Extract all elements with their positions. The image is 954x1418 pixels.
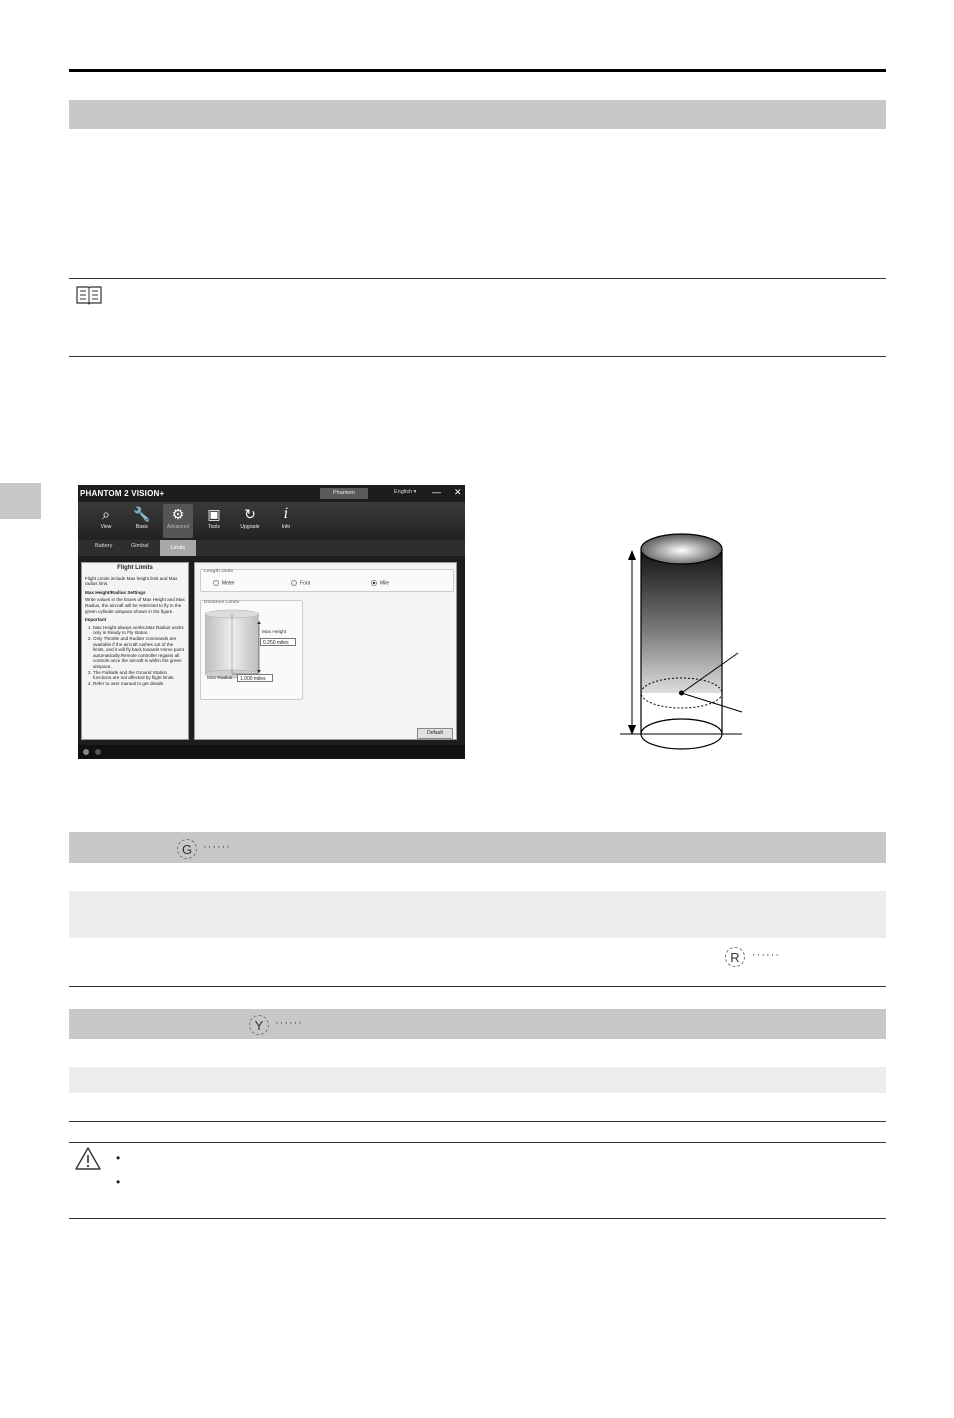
tool-upgrade[interactable] — [235, 504, 265, 538]
refresh-dot-icon[interactable] — [95, 749, 101, 755]
tool-basic[interactable] — [127, 504, 157, 538]
info-icon: i — [283, 506, 289, 522]
app-title: PHANTOM 2 VISION+ — [80, 489, 165, 498]
list-item: 2. Only Throttle and Rudder commands are available if the aircraft rushes out of the limits, and it will fly back towards Home point automatically.Remote controller regains all controls once the aircraft is within the green airspace. — [93, 636, 185, 670]
max-height-label: Max Height — [262, 630, 287, 635]
blink-dots: ······ — [203, 841, 231, 853]
tool-advanced[interactable] — [163, 504, 193, 538]
distance-limits-group — [200, 600, 303, 700]
help-intro: Flight Limits include Max height limit and Max radius limit. — [85, 575, 178, 587]
book-icon — [76, 285, 102, 310]
tab-limits[interactable]: Limits — [160, 540, 196, 556]
length-units-group — [200, 569, 454, 592]
radio-circle-icon — [213, 580, 219, 586]
toolbar — [78, 502, 465, 540]
help-heading: Flight Limits — [117, 565, 153, 571]
blink-dots: ······ — [275, 1017, 303, 1029]
tool-info[interactable] — [271, 504, 301, 538]
status-dot-icon — [83, 749, 89, 755]
bullet: • — [116, 1175, 121, 1189]
warning-triangle-icon — [75, 1147, 101, 1175]
wrench-icon: 🔧 — [133, 506, 151, 522]
tool-advanced-label: Advanced — [166, 524, 190, 530]
tool-view-label: View — [100, 524, 112, 530]
warning-bottom-rule — [69, 1218, 886, 1219]
upgrade-icon: ↻ — [244, 506, 256, 522]
tab-gimbal[interactable]: Gimbal — [131, 543, 149, 549]
yellow-led-icon: Y — [249, 1015, 269, 1035]
help-settings-text: Write values in the boxes of Max Height and Max Radius, the aircraft will be restricted to fly in the green cylinder airspace shown in the figure. — [85, 597, 185, 614]
tool-view[interactable] — [91, 504, 121, 538]
list-item: 1. Max Height always works,Max Radius works only in Ready to Fly status. — [93, 625, 185, 636]
tab-battery[interactable]: Battery — [95, 543, 113, 549]
tool-info-label: Info — [281, 524, 291, 530]
distance-limits-title: Distance Limits — [204, 600, 240, 605]
green-led-icon: G — [177, 839, 197, 859]
tool-tools[interactable] — [199, 504, 229, 538]
note-top-rule — [69, 278, 886, 279]
max-radius-label: Max Radius — [207, 676, 233, 681]
bullet: • — [116, 1151, 121, 1165]
close-button[interactable]: ✕ — [454, 487, 462, 497]
length-units-title: Length Units — [204, 569, 234, 574]
radio-meter[interactable] — [213, 580, 235, 586]
warning-top-rule — [69, 1142, 886, 1143]
radio-selected-icon — [371, 580, 377, 586]
help-important-list — [85, 625, 185, 687]
tool-basic-label: Basic — [135, 524, 149, 530]
radio-mile-label: Mile — [380, 580, 390, 587]
magnifier-icon: ⌕ — [102, 506, 110, 522]
radio-circle-icon — [291, 580, 297, 586]
list-item: 4. Refer to user manual to get details. — [93, 681, 185, 687]
note-bottom-rule — [69, 356, 886, 357]
settings-panel — [194, 562, 457, 740]
table-bottom-rule — [69, 986, 886, 987]
tool-tools-label: Tools — [208, 524, 220, 530]
max-height-input[interactable]: 0.250 miles — [260, 638, 296, 646]
help-panel — [81, 562, 189, 740]
language-select[interactable]: English ▾ — [394, 489, 417, 495]
table-row-shaded — [69, 1067, 886, 1093]
toolbox-icon: ▣ — [207, 506, 221, 522]
gear-icon: ⚙ — [171, 506, 185, 522]
list-item: 3. The Failsafe and the Ground Station functions are not affected by flight limits. — [93, 670, 185, 681]
blink-dots: ······ — [752, 949, 780, 961]
help-important-heading: Important — [85, 617, 107, 623]
radio-foot[interactable] — [291, 580, 310, 586]
sub-tabs — [78, 540, 465, 556]
radio-meter-label: Meter — [222, 580, 235, 587]
max-radius-input[interactable]: 1.000 miles — [237, 674, 273, 682]
help-settings-heading: Max Height/Radius Settings — [85, 589, 146, 595]
tool-upgrade-label: Upgrade — [240, 524, 260, 530]
section-header-bar — [69, 100, 886, 129]
red-led-icon: R — [725, 947, 745, 967]
assistant-app-screenshot — [78, 485, 465, 759]
flight-limit-cylinder-diagram — [618, 532, 748, 754]
radio-foot-label: Foot — [300, 580, 311, 587]
table-bottom-rule — [69, 1121, 886, 1122]
chapter-side-tab — [0, 483, 41, 519]
radio-mile[interactable] — [371, 580, 389, 586]
yellow-indicator-header — [69, 1009, 886, 1039]
phantom-mode-button[interactable]: Phantom — [320, 488, 368, 499]
top-rule — [69, 69, 886, 72]
default-button[interactable]: Default — [417, 728, 453, 739]
minimize-button[interactable]: — — [432, 487, 441, 497]
table-row-shaded — [69, 891, 886, 938]
status-bar — [78, 745, 465, 759]
